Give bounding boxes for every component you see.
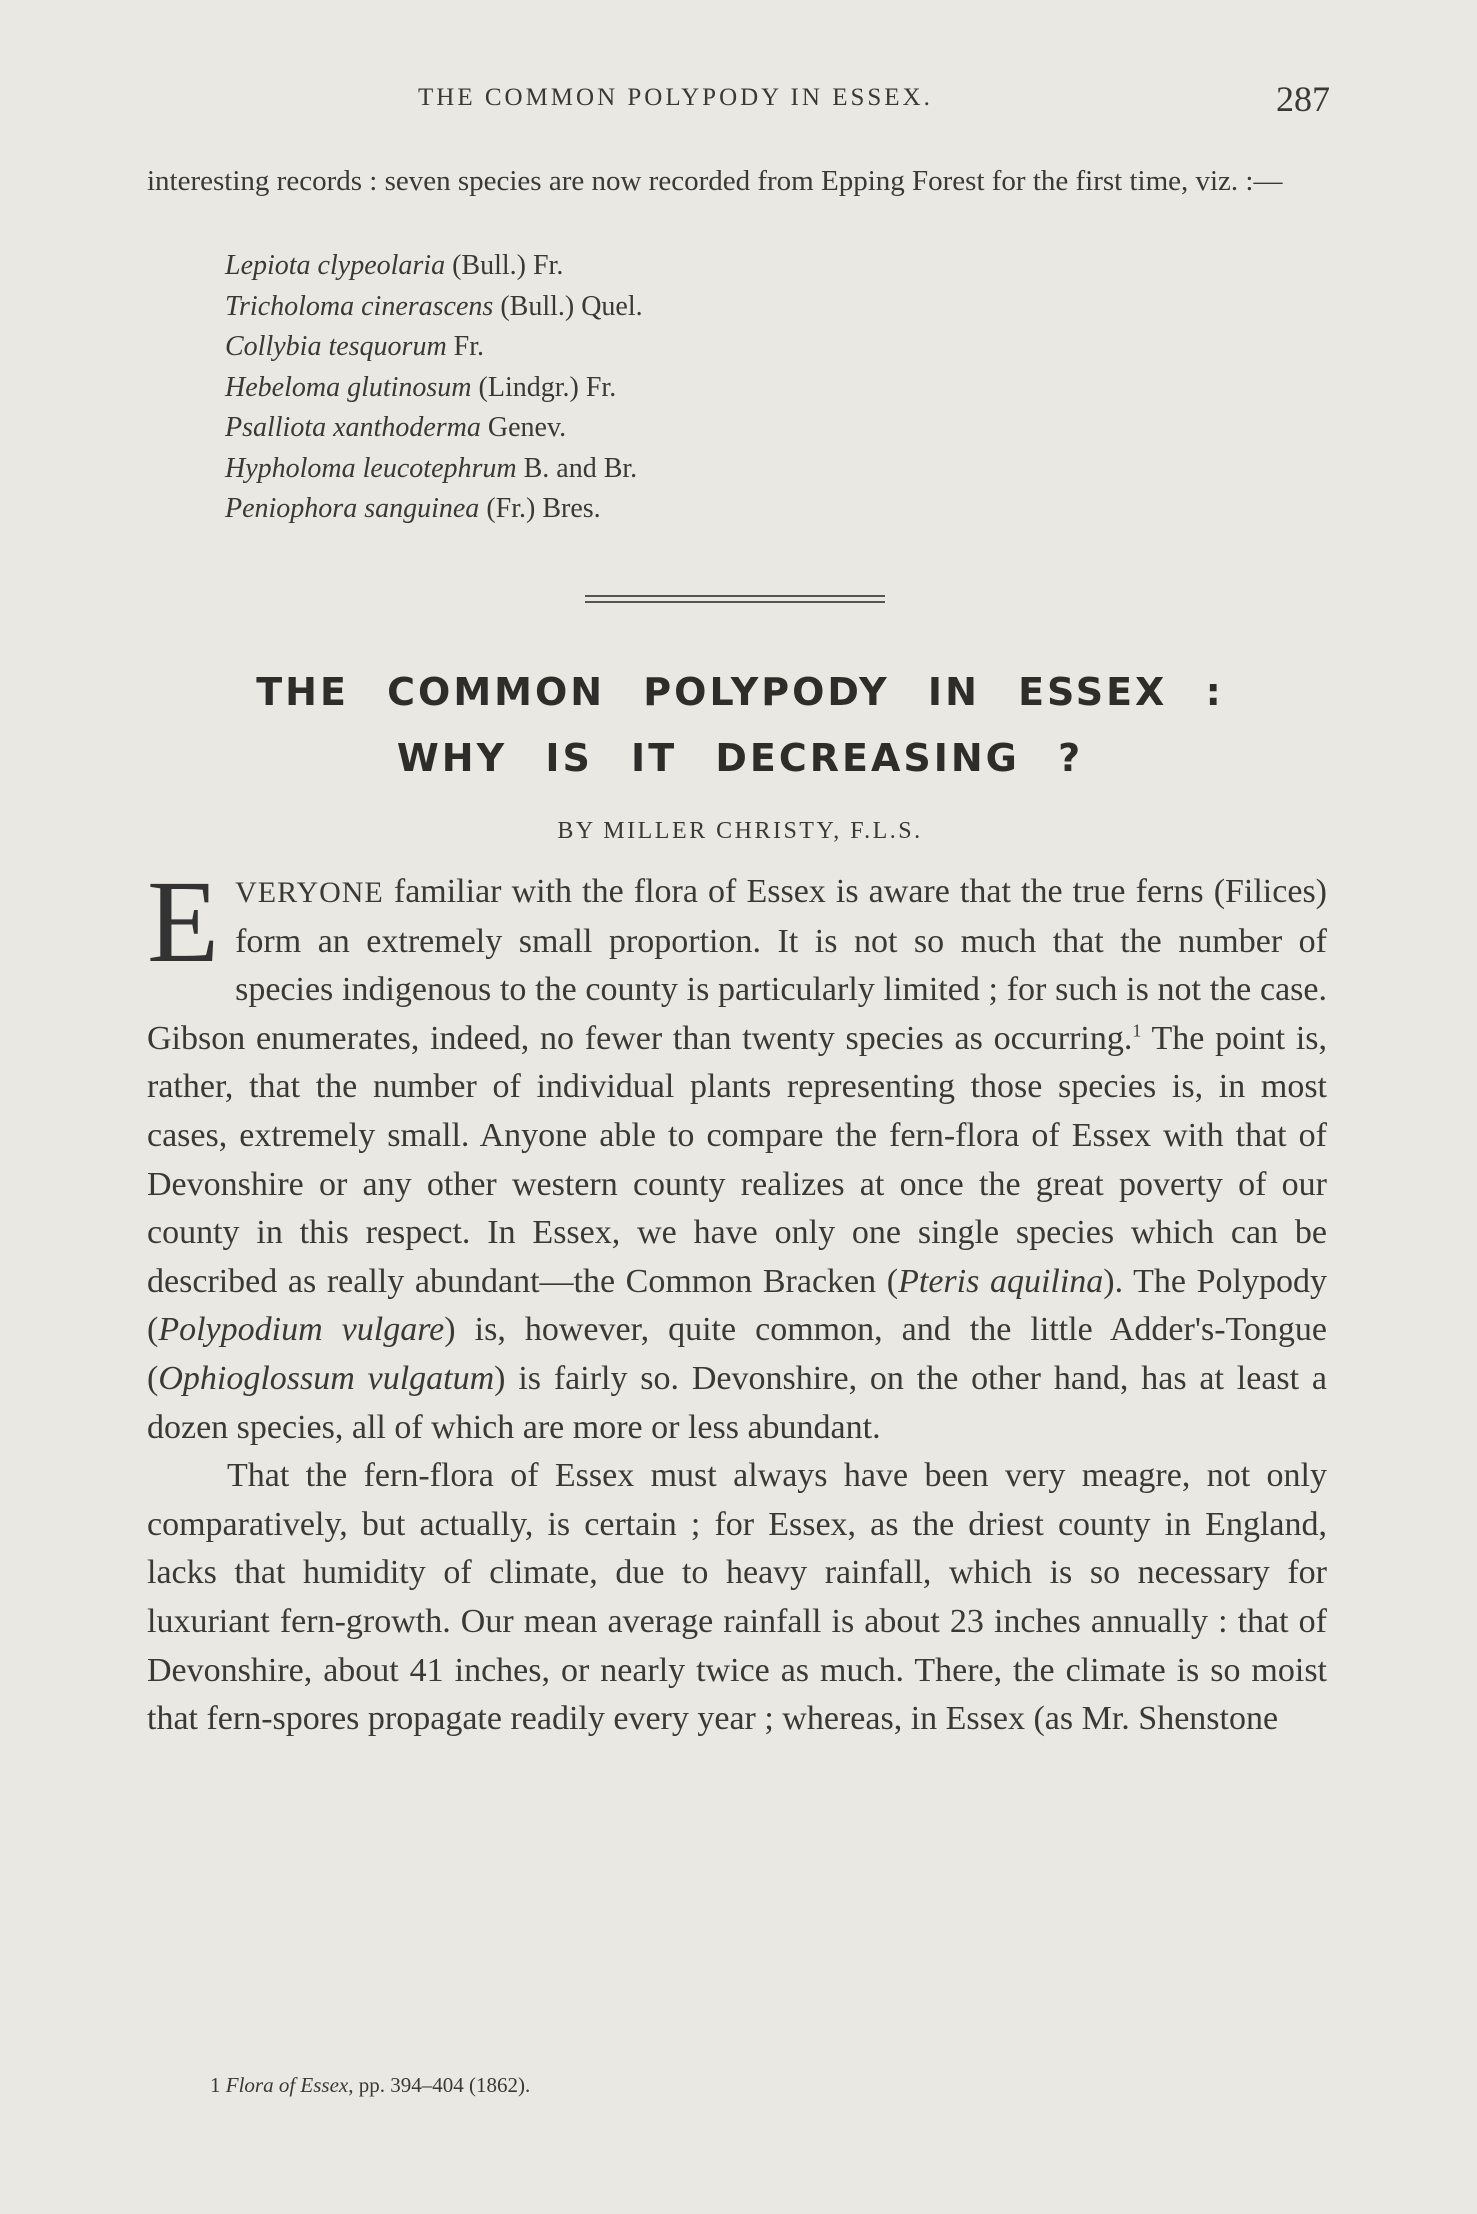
text-run: ) is, however, quite common, and the little Adder's-Tongue ( bbox=[147, 1311, 1327, 1397]
species-name: Collybia tesquorum bbox=[225, 331, 447, 362]
list-item bbox=[225, 287, 643, 328]
drop-cap: E bbox=[147, 856, 220, 987]
opening-small-caps: VERYONE bbox=[235, 876, 384, 909]
text-run: The point is, rather, that the number of individual plants representing those species is, in most cases, extremely small. Anyone able to compare the fern-flora of Essex with that of Devonshire or any other western county realizes at once the great poverty of our county in this respect. In Essex, we have only one single species which can be described as really abundant—the Common Bracken ( bbox=[147, 1019, 1327, 1300]
italic-taxon: Polypodium vulgare bbox=[158, 1311, 445, 1349]
text-run: ). The Polypody ( bbox=[147, 1262, 1327, 1349]
body-paragraph-1 bbox=[147, 856, 1328, 1452]
author-byline: BY MILLER CHRISTY, F.L.S. bbox=[557, 818, 923, 844]
species-authority: (Bull.) Quel. bbox=[493, 290, 643, 322]
footnote-number: 1 bbox=[210, 2073, 221, 2097]
page-number: 287 bbox=[1276, 79, 1330, 119]
species-authority: (Bull.) Fr. bbox=[445, 250, 564, 281]
footnote-text: , pp. 394–404 (1862). bbox=[348, 2073, 531, 2097]
species-name: Tricholoma cinerascens bbox=[225, 290, 494, 322]
footnote bbox=[210, 2073, 530, 2098]
species-name: Psalliota xanthoderma bbox=[225, 412, 481, 443]
list-item bbox=[225, 368, 643, 409]
intro-text: interesting records : seven species are now recorded from Epping Forest for the first time, viz. :— bbox=[147, 165, 1283, 197]
article-title-line-1: THE COMMON POLYPODY IN ESSEX : bbox=[256, 670, 1224, 714]
running-title: THE COMMON POLYPODY IN ESSEX. bbox=[418, 84, 933, 111]
species-name: Peniophora sanguinea bbox=[225, 493, 480, 524]
species-authority: B. and Br. bbox=[516, 452, 638, 484]
species-authority: Fr. bbox=[446, 331, 485, 362]
list-item bbox=[225, 449, 643, 490]
species-authority: (Fr.) Bres. bbox=[479, 493, 601, 524]
section-divider bbox=[585, 595, 885, 605]
italic-taxon: Pteris aquilina bbox=[898, 1262, 1104, 1300]
divider-line bbox=[585, 601, 885, 603]
text-run: familiar with the flora of Essex is aware that the true ferns (Filices) form an extremely small proportion. It is not so much that the number of species indigenous to the county is particularly limited ; for such is not the case. Gibson enumerates, indeed, no fewer than twenty species as occurring. bbox=[147, 873, 1327, 1057]
species-name: Hypholoma leucotephrum bbox=[225, 452, 517, 484]
species-authority: Genev. bbox=[480, 412, 567, 443]
list-item bbox=[225, 327, 643, 368]
divider-line bbox=[585, 595, 885, 597]
list-item bbox=[225, 489, 643, 530]
text-run: ) is fairly so. Devonshire, on the other hand, has at least a dozen species, all of which are more or less abundant. bbox=[147, 1359, 1328, 1446]
article-title-line-2: WHY IS IT DECREASING ? bbox=[396, 736, 1084, 780]
list-item bbox=[225, 408, 643, 449]
body-paragraph-2: That the fern-flora of Essex must always have been very meagre, not only comparatively, but actually, is certain ; for Essex, as the driest county in England, lacks that humidity of climate, due to heavy rainfall, which is so necessary for luxuriant fern-growth. Our mean average rainfall is about 23 inches annually : that of Devonshire, about 41 inches, or nearly twice as much. There, the climate is so moist that fern-spores propagate readily every year ; whereas, in Essex (as Mr. Shenstone bbox=[147, 1457, 1327, 1738]
italic-taxon: Ophioglossum vulgatum bbox=[158, 1359, 495, 1397]
species-name: Hebeloma glutinosum bbox=[225, 371, 472, 403]
intro-paragraph bbox=[147, 160, 1327, 202]
article-body bbox=[147, 856, 1328, 1744]
species-name: Lepiota clypeolaria bbox=[225, 250, 446, 281]
footnote-reference[interactable]: 1 bbox=[1132, 1020, 1142, 1041]
running-head bbox=[150, 78, 1330, 118]
list-item bbox=[225, 246, 643, 287]
footnote-title: Flora of Essex bbox=[225, 2073, 349, 2097]
species-authority: (Lindgr.) Fr. bbox=[471, 371, 617, 403]
species-list bbox=[225, 246, 643, 530]
